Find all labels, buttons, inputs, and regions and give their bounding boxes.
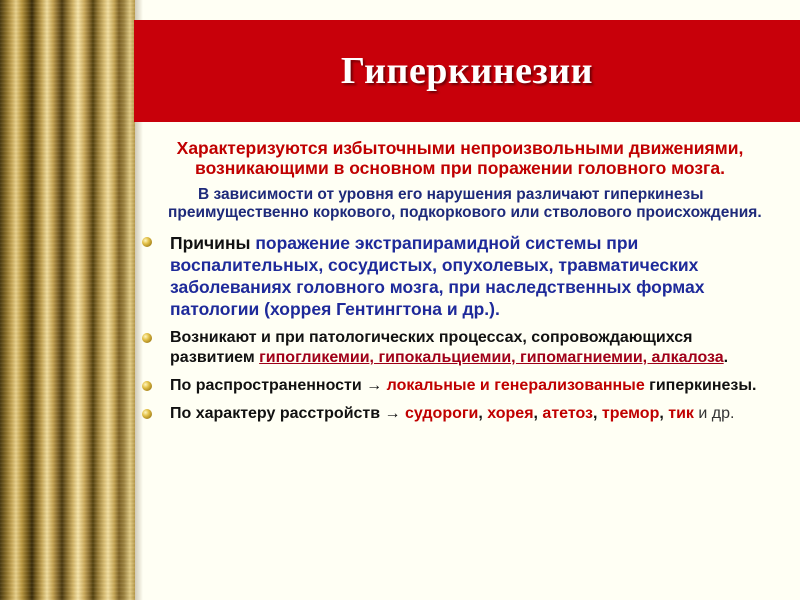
character-tremor: тремор <box>601 405 660 422</box>
character-sep: , <box>533 405 543 422</box>
bullet-dot-icon <box>142 333 152 343</box>
slide-title: Гиперкинезии <box>340 50 594 92</box>
levels-paragraph: В зависимости от уровня его нарушения различают гиперкинезы преимущественно коркового, подкоркового или стволового происхождения. <box>168 186 762 221</box>
character-sep: , <box>478 405 488 422</box>
character-text: По характеру расстройств → <box>170 405 405 422</box>
bullet-metabolic <box>140 328 780 368</box>
character-athetosis: атетоз <box>542 405 593 422</box>
bullet-character <box>140 404 780 424</box>
decorative-gold-border <box>0 0 135 600</box>
causes-label: Причины <box>170 233 256 253</box>
character-sep: , <box>659 405 669 422</box>
metabolic-text: Возникают и при патологических процессах, сопровождающихся развитием <box>170 329 693 366</box>
character-tail: и др. <box>693 405 735 422</box>
metabolic-link[interactable]: гипогликемии, гипокальциемии, гипомагниемии, алкалоза <box>259 349 724 366</box>
bullet-dot-icon <box>142 409 152 419</box>
character-chorea: хорея <box>487 405 534 422</box>
character-seizures: судороги <box>404 405 479 422</box>
metabolic-end: . <box>723 349 729 366</box>
bullet-dot-icon <box>142 381 152 391</box>
character-sep: , <box>592 405 602 422</box>
bullet-dot-icon <box>142 237 152 247</box>
slide-content <box>140 138 780 432</box>
bullet-causes <box>140 232 780 320</box>
title-banner <box>134 20 800 122</box>
bullet-list <box>140 232 780 424</box>
distribution-text: По распространенности → <box>170 377 387 394</box>
bullet-distribution <box>140 376 780 396</box>
character-tic: тик <box>668 405 694 422</box>
distribution-tail: гиперкинезы. <box>644 377 757 394</box>
distribution-types: локальные и генерализованные <box>386 377 645 394</box>
lead-paragraph: Характеризуются избыточными непроизвольными движениями, возникающими в основном при поражении головного мозга. <box>176 138 744 178</box>
causes-text: поражение экстрапирамидной системы при воспалительных, сосудистых, опухолевых, травматических заболеваниях головного мозга, при наследственных формах патологии (хоррея Гентингтона и др.). <box>170 233 705 319</box>
